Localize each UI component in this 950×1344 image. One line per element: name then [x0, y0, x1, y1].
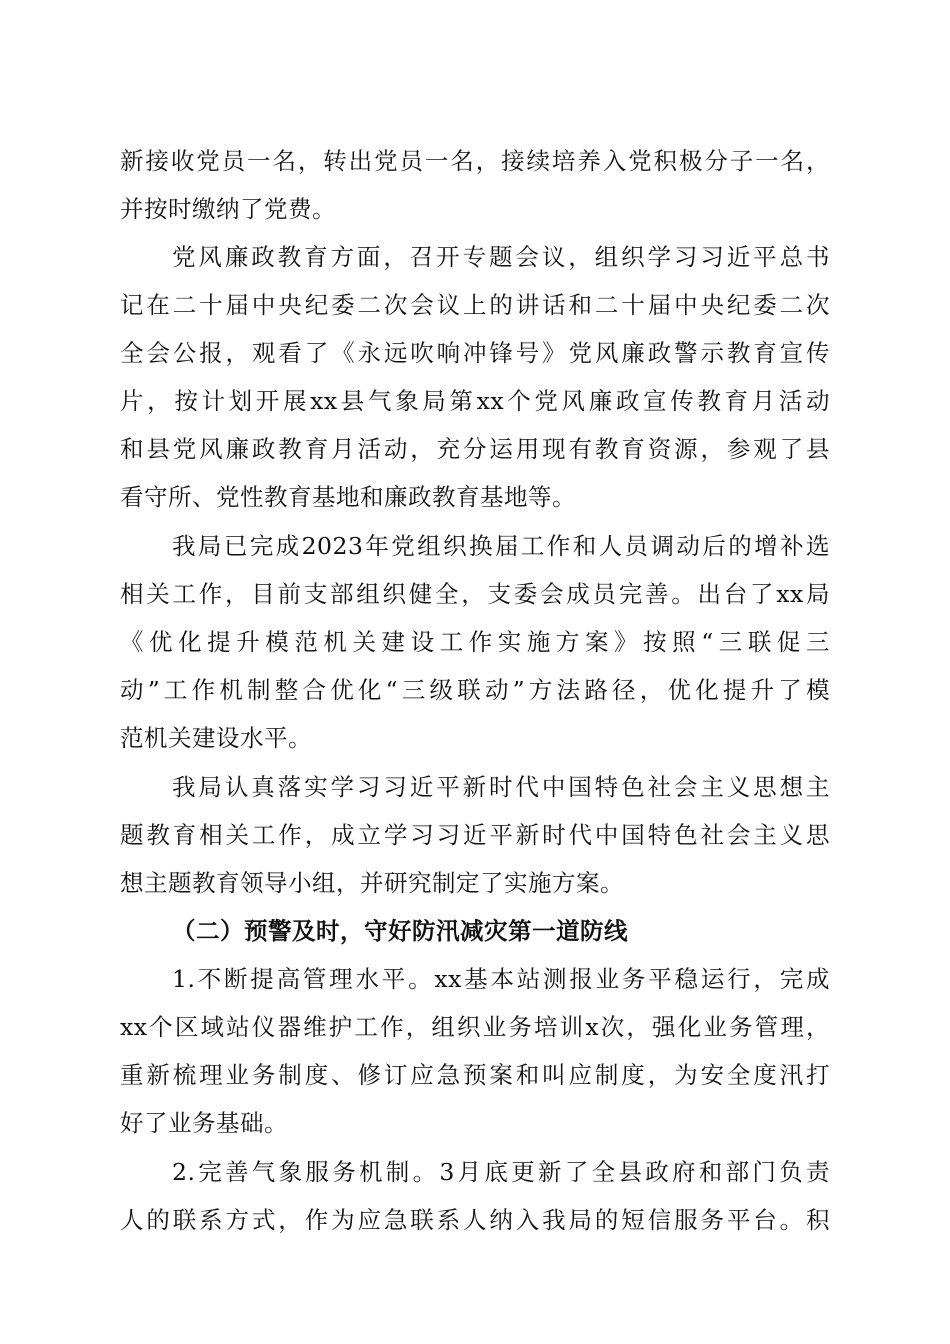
text-line: 记在二十届中央纪委二次会议上的讲话和二十届中央纪委二次 — [120, 291, 830, 319]
section-heading: （二）预警及时，守好防汛减灾第一道防线 — [172, 917, 628, 945]
text-line: 人的联系方式，作为应急联系人纳入我局的短信服务平台。积 — [120, 1206, 830, 1234]
text-line: 看守所、党性教育基地和廉政教育基地等。 — [120, 483, 576, 511]
text-line: 我局认真落实学习习近平新时代中国特色社会主义思想主 — [172, 773, 830, 801]
text-line: 1.不断提高管理水平。xx基本站测报业务平稳运行，完成 — [172, 965, 830, 993]
text-line: 想主题教育领导小组，并研究制定了实施方案。 — [120, 869, 624, 897]
text-line: 2.完善气象服务机制。3月底更新了全县政府和部门负责 — [172, 1158, 830, 1186]
text-line: 动”工作机制整合优化“三级联动”方法路径，优化提升了模 — [120, 676, 830, 704]
text-line: 相关工作，目前支部组织健全，支委会成员完善。出台了xx局 — [120, 580, 830, 608]
text-line: 《优化提升模范机关建设工作实施方案》按照“三联促三 — [120, 628, 830, 656]
text-line: 片，按计划开展xx县气象局第xx个党风廉政宣传教育月活动 — [120, 387, 830, 415]
text-line: 并按时缴纳了党费。 — [120, 195, 336, 223]
text-line: 重新梳理业务制度、修订应急预案和叫应制度，为安全度汛打 — [120, 1061, 830, 1089]
text-line: 和县党风廉政教育月活动，充分运用现有教育资源，参观了县 — [120, 435, 830, 463]
text-line: 党风廉政教育方面，召开专题会议，组织学习习近平总书 — [172, 243, 830, 271]
text-line: 新接收党员一名，转出党员一名，接续培养入党积极分子一名， — [120, 147, 830, 175]
text-line: xx个区域站仪器维护工作，组织业务培训x次，强化业务管理， — [120, 1013, 830, 1041]
text-line: 范机关建设水平。 — [120, 724, 312, 752]
text-line: 全会公报，观看了《永远吹响冲锋号》党风廉政警示教育宣传 — [120, 339, 830, 367]
text-line: 我局已完成2023年党组织换届工作和人员调动后的增补选 — [172, 532, 830, 560]
text-line: 题教育相关工作，成立学习习近平新时代中国特色社会主义思 — [120, 821, 830, 849]
text-line: 好了业务基础。 — [120, 1109, 288, 1137]
